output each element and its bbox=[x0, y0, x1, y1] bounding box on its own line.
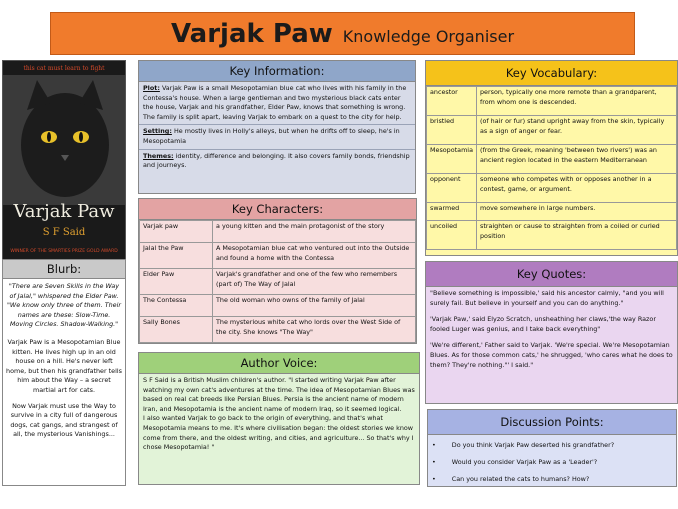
discussion-item: Do you think Varjak Paw deserted his grandfather? bbox=[451, 440, 615, 449]
table-row bbox=[427, 203, 677, 221]
list-item bbox=[432, 454, 672, 471]
key-quotes-panel bbox=[425, 261, 678, 404]
author-voice-heading: Author Voice: bbox=[139, 353, 419, 374]
cover-author: S F Said bbox=[42, 227, 86, 238]
character-name: Jalal the Paw bbox=[140, 243, 213, 269]
table-row bbox=[140, 243, 416, 269]
vocab-definition: (of hair or fur) stand upright away from the skin, typically as a sign of anger or fear. bbox=[477, 116, 677, 145]
vocab-definition: move somewhere in large numbers. bbox=[477, 203, 677, 221]
title-banner bbox=[50, 12, 635, 55]
plot-label: Plot: bbox=[143, 84, 160, 92]
setting-label: Setting: bbox=[143, 127, 172, 136]
discussion-item: Can you related the cats to humans? How? bbox=[451, 474, 590, 483]
blurb-paragraph-2: Varjak Paw is a Mesopotamian Blue kitten. He lives high up in an old house on a hill. He's never left home, but then his grandfather tells him about the Way – a secret martial art for cats. bbox=[6, 337, 122, 394]
table-row bbox=[140, 269, 416, 295]
plot-text: Varjak Paw is a small Mesopotamian blue cat who lives with his family in the Contessa's house. When a large gentleman and two mysterious black cats enter the house, Varjak and his grandfather, Elder Paw, knows that something is wrong. The family is split apart, leaving Varjak to embark on a quest to the city for help. bbox=[143, 84, 407, 121]
setting-paragraph bbox=[139, 125, 415, 149]
themes-text: identity, difference and belonging. It also covers family bonds, friendship and journeys. bbox=[143, 151, 410, 170]
discussion-points-panel bbox=[427, 409, 677, 487]
vocab-term: swarmed bbox=[427, 203, 477, 221]
cover-tagline: this cat must learn to fight bbox=[23, 65, 105, 72]
vocabulary-table bbox=[426, 86, 677, 250]
list-item bbox=[432, 437, 672, 454]
character-description: The mysterious white cat who lords over the West Side of the city. She knows "The Way" bbox=[213, 317, 416, 343]
setting-text: He mostly lives in Holly's alleys, but when he drifts off to sleep, he's in Mesopotamia bbox=[143, 127, 400, 145]
vocab-term: ancestor bbox=[427, 87, 477, 116]
table-row bbox=[140, 295, 416, 317]
discussion-item: Would you consider Varjak Paw as a 'Leader'? bbox=[451, 457, 598, 466]
vocab-definition: person, typically one more remote than a grandparent, from whom one is descended. bbox=[477, 87, 677, 116]
title-main: Varjak Paw bbox=[170, 18, 333, 49]
quotes-text bbox=[426, 287, 677, 372]
vocab-term: Mesopotamia bbox=[427, 145, 477, 174]
character-description: Varjak's grandfather and one of the few who remembers (part of) The Way of Jalal bbox=[213, 269, 416, 295]
table-row bbox=[427, 221, 677, 250]
quote-3: 'We're different,' Father said to Varjak. 'We're special. We're Mesopotamian Blues. As for those common cats,' he shrugged, 'who cares what he does to them? They're nothing."' I said." bbox=[430, 341, 673, 369]
key-vocabulary-panel bbox=[425, 60, 678, 256]
characters-table bbox=[139, 220, 416, 343]
key-vocabulary-heading: Key Vocabulary: bbox=[426, 61, 677, 86]
character-description: A Mesopotamian blue cat who ventured out into the Outside and found a home with the Contessa bbox=[213, 243, 416, 269]
blurb-paragraph-1: "There are Seven Skills in the Way of Jalal," whispered the Elder Paw. "We know only three of them. Their names are these: Slow-Time. Moving Circles. Shadow-Walking." bbox=[6, 282, 122, 329]
table-row bbox=[427, 87, 677, 116]
character-name: The Contessa bbox=[140, 295, 213, 317]
character-name: Sally Bones bbox=[140, 317, 213, 343]
vocab-definition: someone who competes with or opposes another in a contest, game, or argument. bbox=[477, 174, 677, 203]
list-item bbox=[432, 471, 672, 488]
discussion-list bbox=[428, 435, 676, 490]
book-cover bbox=[2, 60, 126, 260]
key-information-heading: Key Information: bbox=[139, 61, 415, 82]
author-voice-paragraph-1: S F Said is a British Muslim children's author. "I started writing Varjak Paw after watching my own cat's adventures at the time. The idea of Mesopotamian Blues was based on real cat breeds like Persian Blues. Persia is the ancient name of modern Iran, and Mesopotamia is the ancient name of modern Iraq, so it seemed logical. bbox=[143, 376, 415, 413]
key-quotes-heading: Key Quotes: bbox=[426, 262, 677, 287]
table-row bbox=[427, 116, 677, 145]
blurb-paragraph-3: Now Varjak must use the Way to survive in a city full of dangerous dogs, cat gangs, and strangest of all, the mysterious Vanishings... bbox=[10, 401, 118, 439]
vocab-definition: (from the Greek, meaning 'between two rivers') was an ancient region located in the eastern Mediterranean bbox=[477, 145, 677, 174]
character-description: The old woman who owns of the family of Jalal bbox=[213, 295, 416, 317]
themes-label: Themes: bbox=[143, 151, 174, 160]
author-voice-paragraph-2: I also wanted Varjak to go back to the origin of everything, and that's what Mesopotamia means to me. It's where civilisation began: the oldest stories we know come from there, and the oldest writing, and cities, and agriculture... So that's why I chose Mesopotamia! " bbox=[143, 414, 414, 452]
cat-illustration-icon bbox=[3, 75, 126, 205]
author-voice-text bbox=[139, 374, 419, 455]
character-name: Varjak paw bbox=[140, 221, 213, 243]
themes-paragraph bbox=[139, 150, 415, 173]
blurb-heading: Blurb: bbox=[3, 260, 125, 279]
bullet-icon: • bbox=[432, 474, 436, 483]
title-sub: Knowledge Organiser bbox=[342, 27, 515, 46]
table-row bbox=[140, 317, 416, 343]
vocab-term: uncoiled bbox=[427, 221, 477, 250]
vocab-definition: straighten or cause to straighten from a coiled or curled position bbox=[477, 221, 677, 250]
vocab-term: opponent bbox=[427, 174, 477, 203]
quote-1: "Believe something is impossible,' said his ancestor calmly, "and you will surely fail. But believe in yourself and you can do anything." bbox=[430, 289, 664, 307]
table-row bbox=[140, 221, 416, 243]
character-name: Elder Paw bbox=[140, 269, 213, 295]
character-description: a young kitten and the main protagonist of the story bbox=[213, 221, 416, 243]
blurb-panel bbox=[2, 259, 126, 486]
key-characters-panel bbox=[138, 198, 417, 344]
table-row bbox=[427, 145, 677, 174]
plot-paragraph bbox=[139, 82, 415, 125]
bullet-icon: • bbox=[432, 457, 436, 466]
discussion-points-heading: Discussion Points: bbox=[428, 410, 676, 435]
blurb-text bbox=[3, 279, 125, 443]
cover-award: WINNER OF THE SMARTIES PRIZE GOLD AWARD bbox=[10, 249, 118, 254]
vocab-term: bristled bbox=[427, 116, 477, 145]
cover-book-title: Varjak Paw bbox=[13, 201, 115, 222]
key-characters-heading: Key Characters: bbox=[139, 199, 416, 220]
quote-2: 'Varjak Paw,' said Elyzo Scratch, unsheathing her claws,'the way Razor fooled Luger was genius, and I take back everything" bbox=[430, 315, 656, 333]
table-row bbox=[427, 174, 677, 203]
key-information-panel bbox=[138, 60, 416, 194]
author-voice-panel bbox=[138, 352, 420, 485]
bullet-icon: • bbox=[432, 440, 436, 449]
